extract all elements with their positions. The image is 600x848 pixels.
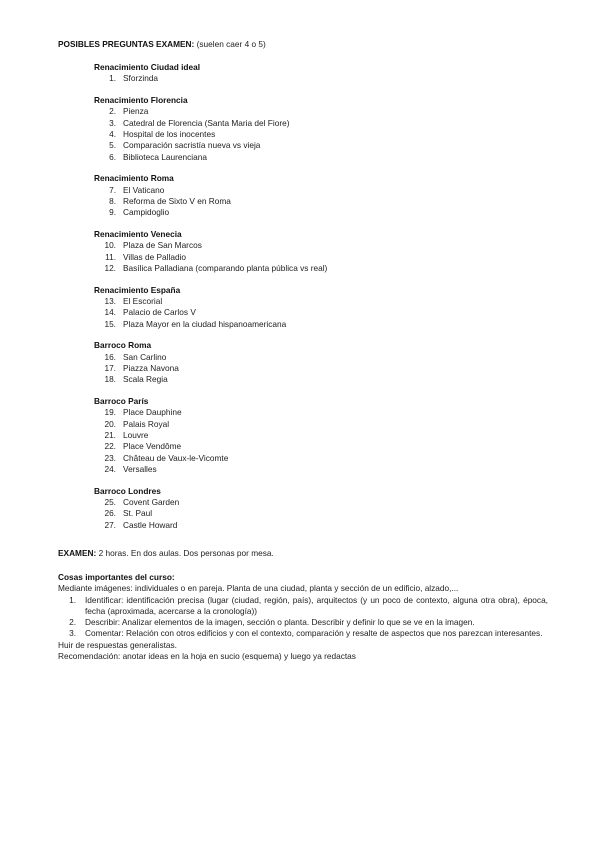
list-item-text: Comparación sacristía nueva vs vieja	[123, 140, 261, 151]
exam-details: 2 horas. En dos aulas. Dos personas por mesa.	[96, 548, 274, 558]
list-item-text: El Escorial	[123, 296, 163, 307]
section	[94, 229, 534, 274]
list-item-number: 12.	[104, 262, 116, 273]
list-item-text: Plaza de San Marcos	[123, 240, 202, 251]
section-title: Renacimiento Florencia	[94, 95, 188, 106]
list-item-number: 13.	[104, 296, 116, 307]
list-item	[94, 407, 534, 418]
list-item-text: St. Paul	[123, 508, 153, 519]
header-bold: POSIBLES PREGUNTAS EXAMEN:	[58, 39, 195, 49]
list-item-number: 24.	[104, 463, 116, 474]
list-item-text: Sforzinda	[123, 73, 159, 84]
list-item	[94, 240, 534, 251]
list-item	[94, 140, 534, 151]
list-item-number: 9.	[109, 207, 116, 218]
numbered-note-text: Describir: Analizar elementos de la imagen, sección o planta. Describir y definir lo que se ve en la imagen.	[85, 617, 475, 628]
list-item-number: 25.	[104, 497, 116, 507]
list-item	[94, 352, 534, 363]
list-item-number: 16.	[104, 351, 116, 362]
section	[94, 396, 534, 475]
list-item-number: 17.	[104, 363, 116, 374]
list-item	[94, 152, 534, 163]
list-item-text: Catedral de Florencia (Santa Maria del Fiore)	[123, 117, 290, 128]
list-item-number: 6.	[109, 151, 116, 162]
list-item-text: Villas de Palladio	[123, 251, 187, 262]
list-item	[94, 497, 534, 508]
section	[94, 486, 534, 531]
list-item	[94, 296, 534, 307]
list-item-text: Plaza Mayor en la ciudad hispanoamericana	[123, 318, 287, 329]
list-item-number: 1.	[109, 73, 116, 84]
section	[94, 340, 534, 385]
list-item-text: Place Vendôme	[123, 441, 182, 452]
list-item-number: 8.	[109, 195, 116, 206]
list-item-number: 23.	[104, 452, 116, 463]
list-item	[94, 419, 534, 430]
list-item-text: San Carlino	[123, 351, 167, 362]
list-item-text: Pienza	[123, 106, 149, 117]
list-item	[94, 73, 534, 84]
numbered-note-number: 3.	[69, 628, 76, 639]
list-item-number: 21.	[104, 430, 116, 441]
list-item-text: Piazza Navona	[123, 363, 179, 374]
course-notes-list	[58, 595, 548, 640]
list-item-text: Hospital de los inocentes	[123, 128, 216, 139]
list-item	[94, 508, 534, 519]
section-title: Renacimiento España	[94, 284, 181, 295]
list-item-text: Louvre	[123, 430, 149, 441]
list-item	[94, 252, 534, 263]
course-notes-recommendation: Recomendación: anotar ideas en la hoja en sucio (esquema) y luego ya redactas	[58, 651, 356, 662]
section	[94, 95, 534, 163]
list-item	[94, 307, 534, 318]
list-item	[94, 207, 534, 218]
list-item	[94, 430, 534, 441]
course-notes	[58, 572, 548, 662]
section-title: Barroco Roma	[94, 340, 152, 351]
section-title: Barroco París	[94, 396, 149, 407]
numbered-note-text: Comentar: Relación con otros edificios y con el contexto, comparación y resalte de aspectos que nos parezcan interesantes.	[85, 628, 543, 639]
numbered-note-number: 2.	[69, 617, 76, 628]
list-item-text: Campidoglio	[123, 207, 170, 218]
list-item-number: 10.	[104, 240, 116, 251]
course-notes-advice: Huir de respuestas generalistas.	[58, 639, 177, 650]
numbered-note	[58, 595, 548, 618]
list-item-number: 18.	[104, 374, 116, 385]
section	[94, 285, 534, 330]
list-item-number: 27.	[104, 519, 116, 530]
list-item-text: Château de Vaux-le-Vicomte	[123, 452, 229, 463]
numbered-note-text: Identificar: identificación precisa (lugar (ciudad, región, país), arquitectos (y un poco de contexto, alguna otra obra), época, fecha (aproximada, acercarse a la cronología))	[85, 594, 548, 616]
list-item-text: Basílica Palladiana (comparando planta pública vs real)	[123, 262, 328, 273]
list-item-number: 22.	[104, 441, 116, 452]
list-item-text: Castle Howard	[123, 519, 178, 530]
list-item	[94, 118, 534, 129]
list-item	[94, 185, 534, 196]
list-item-text: Palais Royal	[123, 418, 170, 429]
list-item-number: 2.	[109, 106, 116, 117]
list-item	[94, 464, 534, 475]
section	[94, 173, 534, 218]
list-item	[94, 319, 534, 330]
course-notes-title: Cosas importantes del curso:	[58, 572, 175, 582]
list-item-text: Scala Regia	[123, 374, 168, 385]
list-item-text: Palacio de Carlos V	[123, 307, 196, 318]
list-item-number: 5.	[109, 140, 116, 151]
list-item-number: 20.	[104, 418, 116, 429]
list-item	[94, 196, 534, 207]
list-item-text: Reforma de Sixto V en Roma	[123, 195, 231, 206]
list-item-number: 26.	[104, 508, 116, 519]
list-item-number: 4.	[109, 128, 116, 139]
list-item	[94, 520, 534, 531]
list-item	[94, 441, 534, 452]
list-item	[94, 374, 534, 385]
list-item-number: 3.	[109, 117, 116, 128]
section-title: Renacimiento Roma	[94, 173, 174, 184]
list-item-text: Versalles	[123, 463, 157, 474]
list-item	[94, 263, 534, 274]
course-notes-intro: Mediante imágenes: individuales o en pareja. Planta de una ciudad, planta y sección de un edificio, alzado,...	[58, 583, 459, 594]
list-item	[94, 106, 534, 117]
list-item-number: 14.	[104, 307, 116, 318]
list-item	[94, 363, 534, 374]
list-item-text: Covent Garden	[123, 497, 180, 507]
list-item-text: Place Dauphine	[123, 407, 182, 418]
header-note: (suelen caer 4 o 5)	[194, 39, 266, 49]
exam-questions-header	[58, 39, 266, 50]
list-item-number: 19.	[104, 407, 116, 418]
list-item-text: Biblioteca Laurenciana	[123, 151, 207, 162]
section-title: Renacimiento Venecia	[94, 229, 182, 240]
list-item-text: El Vaticano	[123, 184, 165, 195]
list-item	[94, 453, 534, 464]
section-title: Renacimiento Ciudad ideal	[94, 62, 201, 72]
list-item-number: 7.	[109, 184, 116, 195]
numbered-note	[58, 628, 548, 639]
list-item-number: 15.	[104, 318, 116, 329]
list-item-number: 11.	[105, 251, 116, 262]
question-sections	[94, 62, 534, 541]
section-title: Barroco Londres	[94, 485, 161, 496]
list-item	[94, 129, 534, 140]
section	[94, 62, 534, 85]
exam-info	[58, 548, 274, 559]
numbered-note	[58, 617, 548, 628]
exam-label: EXAMEN:	[58, 548, 97, 558]
numbered-note-number: 1.	[69, 594, 76, 605]
